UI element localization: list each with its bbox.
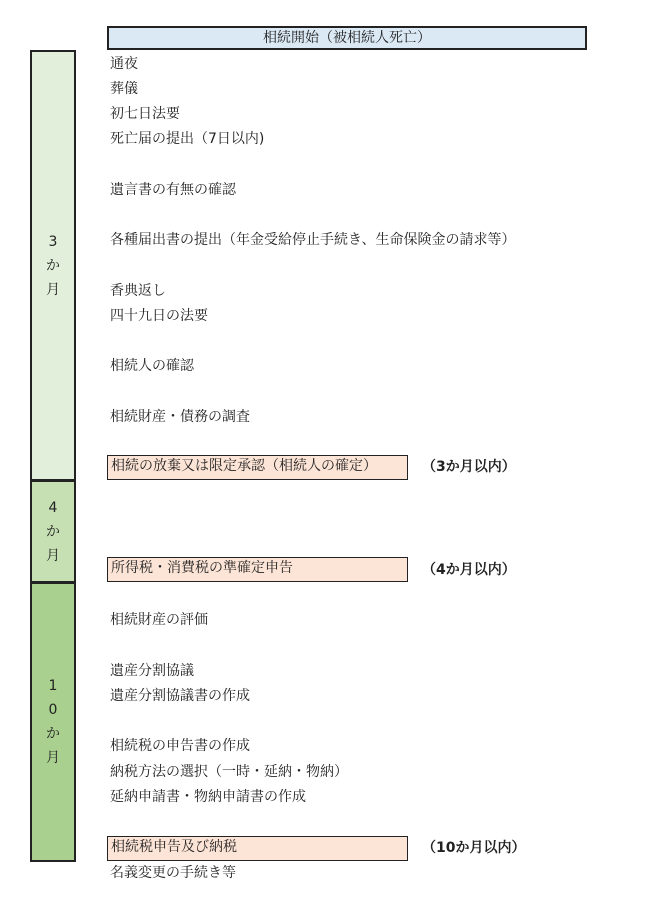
period-char: 月 — [46, 547, 60, 564]
task-item: 初七日法要 — [110, 106, 180, 122]
period-char: か — [46, 726, 60, 742]
task-item: 相続財産の評価 — [110, 612, 208, 628]
task-item: 相続人の確認 — [110, 358, 194, 374]
deadline-note: （4か月以内） — [422, 562, 516, 578]
period-char: か — [46, 523, 60, 540]
period-char: 3 — [48, 233, 58, 250]
deadline-note: （3か月以内） — [422, 459, 516, 475]
task-item: 各種届出書の提出（年金受給停止手続き、生命保険金の請求等） — [110, 232, 516, 248]
task-item: 遺言書の有無の確認 — [110, 182, 236, 198]
task-item: 名義変更の手続き等 — [110, 865, 236, 881]
task-item: 四十九日の法要 — [110, 308, 208, 324]
period-char: か — [46, 257, 60, 274]
period-char: 1 — [48, 678, 58, 694]
period-char: 4 — [48, 499, 58, 516]
period-4-months — [30, 480, 76, 583]
deadline-note: （10か月以内） — [422, 840, 526, 856]
task-item: 遺産分割協議書の作成 — [110, 688, 250, 704]
period-char: 月 — [46, 750, 60, 766]
task-item: 死亡届の提出（7日以内) — [110, 131, 265, 147]
task-item: 通夜 — [110, 56, 138, 72]
deadline-box: 相続税申告及び納税 — [107, 836, 408, 861]
task-item: 香典返し — [110, 283, 166, 299]
task-item: 延納申請書・物納申請書の作成 — [110, 789, 306, 805]
deadline-box: 所得税・消費税の準確定申告 — [107, 557, 408, 582]
period-char: 月 — [46, 281, 60, 298]
period-10-months — [30, 582, 76, 862]
task-item: 遺産分割協議 — [110, 663, 194, 679]
task-item: 納税方法の選択（一時・延納・物納） — [110, 764, 348, 780]
period-3-months — [30, 50, 76, 481]
task-item: 葬儀 — [110, 81, 138, 97]
inheritance-start-title: 相続開始（被相続人死亡） — [107, 26, 587, 50]
task-item: 相続財産・債務の調査 — [110, 409, 250, 425]
task-item: 相続税の申告書の作成 — [110, 738, 250, 754]
deadline-box: 相続の放棄又は限定承認（相続人の確定） — [107, 455, 408, 480]
period-char: 0 — [48, 702, 58, 718]
